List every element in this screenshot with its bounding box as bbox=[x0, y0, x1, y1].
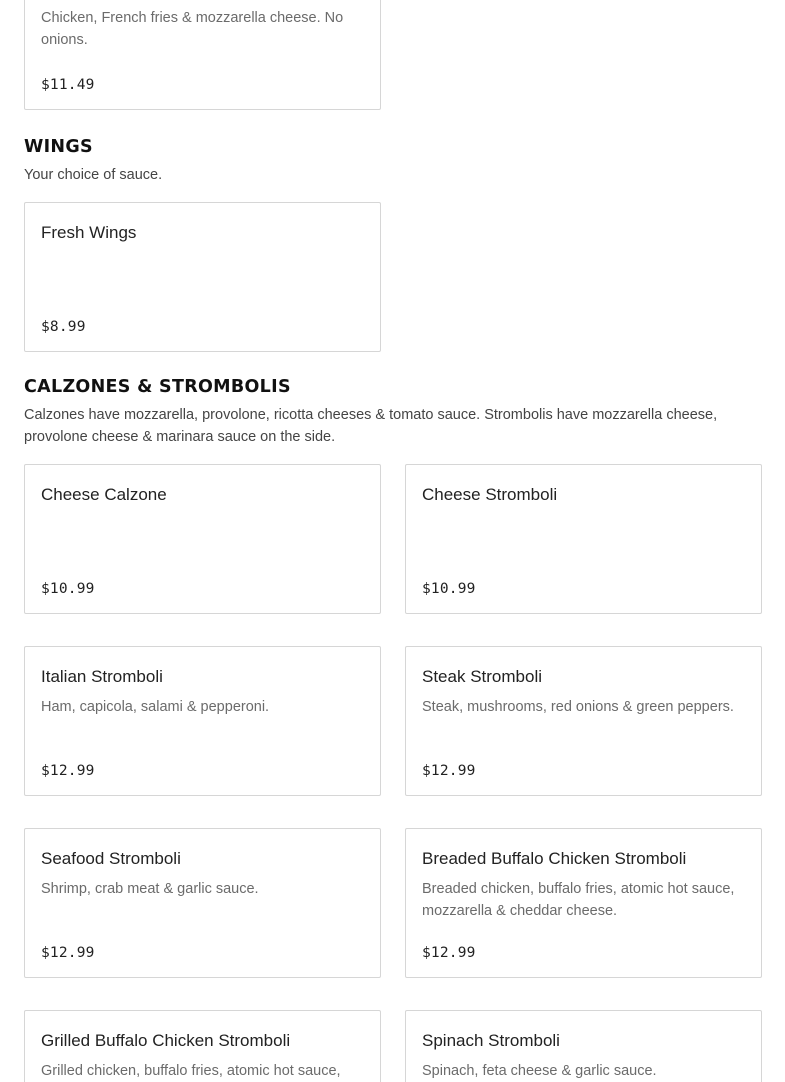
menu-item-card[interactable] bbox=[24, 0, 381, 110]
menu-item-price: $12.99 bbox=[422, 945, 476, 961]
menu-item-description: Grilled chicken, buffalo fries, atomic hot sauce, bbox=[41, 1063, 341, 1079]
menu-item-name: Grilled Buffalo Chicken Stromboli bbox=[41, 1031, 291, 1050]
menu-item-description: Chicken, French fries & mozzarella cheese. No onions. bbox=[41, 10, 344, 48]
menu-item-price: $10.99 bbox=[422, 581, 476, 597]
menu-item-description: Ham, capicola, salami & pepperoni. bbox=[41, 699, 270, 715]
section-title-wings: WINGS bbox=[24, 137, 93, 157]
menu-item-card[interactable] bbox=[405, 828, 762, 978]
menu-item-card[interactable] bbox=[405, 646, 762, 796]
menu-item-price: $12.99 bbox=[41, 945, 95, 961]
menu-item-name: Seafood Stromboli bbox=[41, 849, 181, 868]
menu-item-card[interactable] bbox=[405, 464, 762, 614]
menu-item-card[interactable] bbox=[24, 464, 381, 614]
menu-item-card[interactable] bbox=[24, 1010, 381, 1082]
menu-item-card[interactable] bbox=[405, 1010, 762, 1082]
menu-item-card[interactable] bbox=[24, 646, 381, 796]
menu-item-price: $12.99 bbox=[422, 763, 476, 779]
section-description-calzones-strombolis: Calzones have mozzarella, provolone, ricotta cheeses & tomato sauce. Strombolis have mozzarella cheese, provolone cheese & marinara sauce on the side. bbox=[24, 407, 718, 445]
section-title-calzones-strombolis: CALZONES & STROMBOLIS bbox=[24, 377, 291, 397]
menu-item-description: Steak, mushrooms, red onions & green peppers. bbox=[422, 699, 734, 715]
menu-item-card[interactable] bbox=[24, 202, 381, 352]
menu-item-price: $8.99 bbox=[41, 319, 86, 335]
section-description-wings: Your choice of sauce. bbox=[24, 167, 163, 183]
menu-item-description: Spinach, feta cheese & garlic sauce. bbox=[422, 1063, 657, 1079]
menu-item-price: $11.49 bbox=[41, 77, 95, 93]
menu-item-name: Cheese Stromboli bbox=[422, 485, 558, 504]
menu-item-name: Breaded Buffalo Chicken Stromboli bbox=[422, 849, 687, 868]
menu-item-price: $12.99 bbox=[41, 763, 95, 779]
menu-item-name: Cheese Calzone bbox=[41, 485, 167, 504]
menu-item-name: Fresh Wings bbox=[41, 223, 137, 242]
menu-item-name: Italian Stromboli bbox=[41, 667, 163, 686]
menu-item-name: Steak Stromboli bbox=[422, 667, 542, 686]
menu-item-name: Spinach Stromboli bbox=[422, 1031, 560, 1050]
menu-item-price: $10.99 bbox=[41, 581, 95, 597]
menu-item-description: Breaded chicken, buffalo fries, atomic hot sauce, mozzarella & cheddar cheese. bbox=[422, 881, 735, 919]
menu-item-description: Shrimp, crab meat & garlic sauce. bbox=[41, 881, 259, 897]
menu-item-card[interactable] bbox=[24, 828, 381, 978]
